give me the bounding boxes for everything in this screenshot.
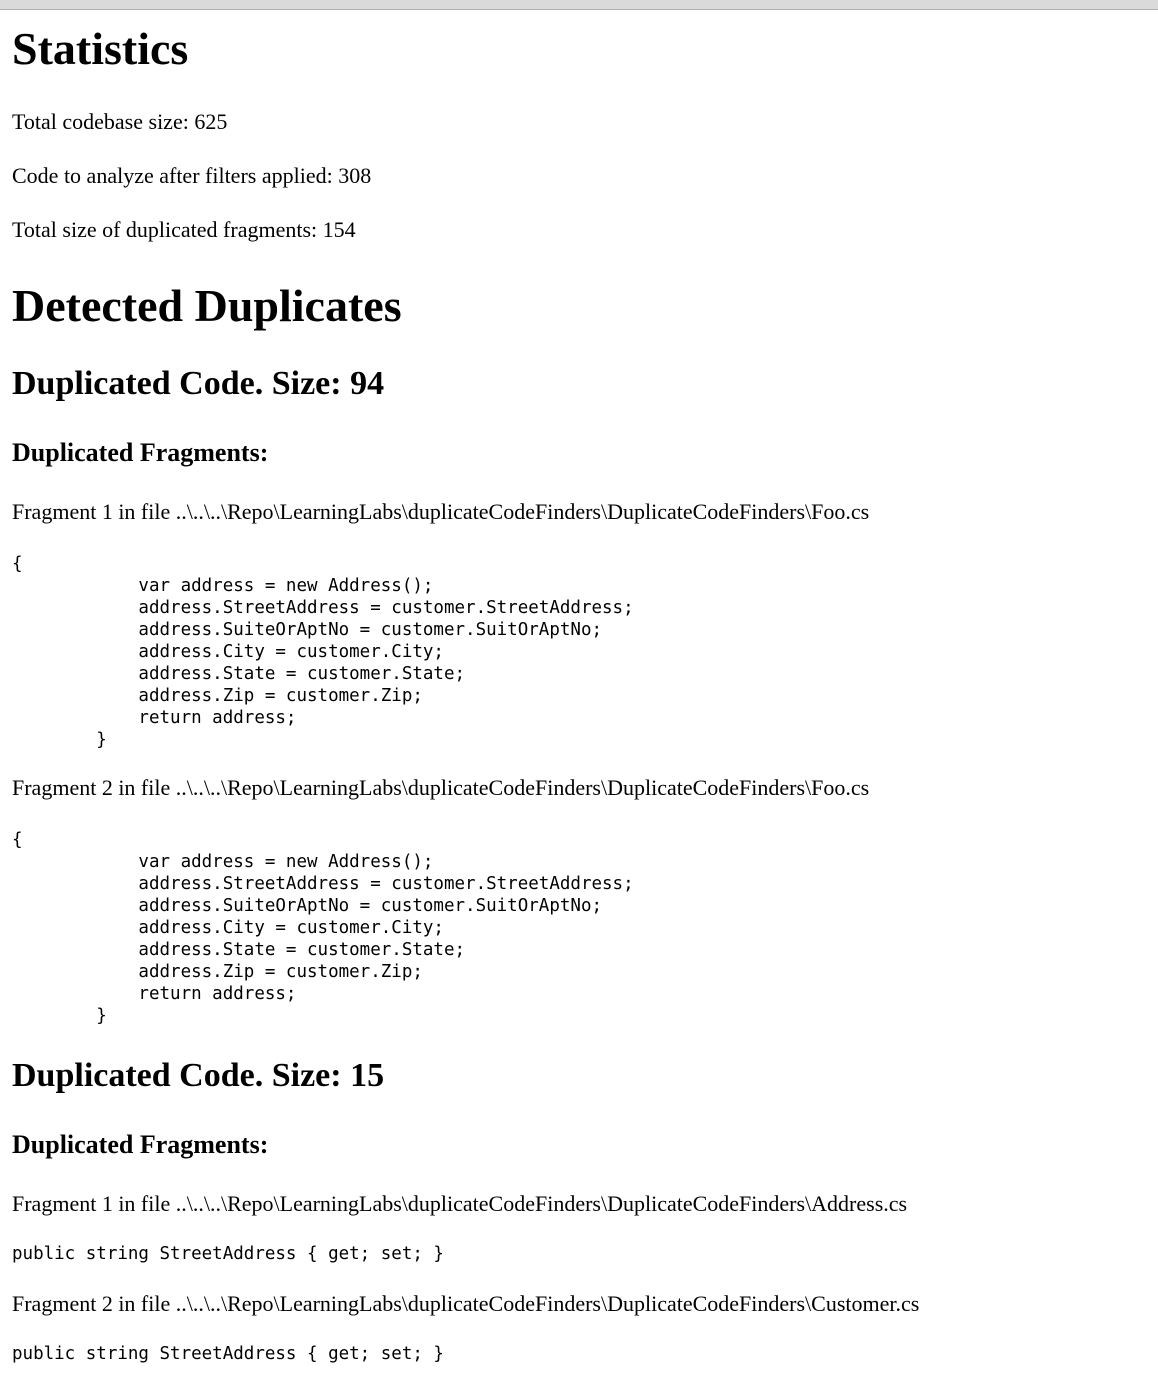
total-codebase-size: Total codebase size: 625	[12, 109, 228, 134]
duplicated-fragments-heading: Duplicated Fragments:	[12, 1130, 269, 1159]
total-duplicated-size: Total size of duplicated fragments: 154	[12, 217, 356, 242]
window-top-strip	[0, 0, 1158, 10]
detected-duplicates-heading: Detected Duplicates	[12, 280, 402, 331]
fragment-title: Fragment 1 in file ..\..\..\Repo\LearningLabs\duplicateCodeFinders\DuplicateCodeFinders\Foo.cs	[12, 499, 870, 524]
code-block: { var address = new Address(); address.StreetAddress = customer.StreetAddress; address.SuiteOrAptNo = customer.SuitOrAptNo; address.City = customer.City; address.State = customer.State; address.Zip = customer.Zip; return address; }	[12, 554, 634, 750]
code-block: { var address = new Address(); address.StreetAddress = customer.StreetAddress; address.SuiteOrAptNo = customer.SuitOrAptNo; address.City = customer.City; address.State = customer.State; address.Zip = customer.Zip; return address; }	[12, 830, 634, 1026]
duplicate-group-heading: Duplicated Code. Size: 15	[12, 1057, 385, 1094]
duplicate-group-heading: Duplicated Code. Size: 94	[12, 365, 385, 402]
code-block: public string StreetAddress { get; set; }	[12, 1244, 444, 1264]
duplicated-fragments-heading: Duplicated Fragments:	[12, 438, 269, 467]
fragment-title: Fragment 1 in file ..\..\..\Repo\LearningLabs\duplicateCodeFinders\DuplicateCodeFinders\Address.cs	[12, 1191, 908, 1216]
code-to-analyze: Code to analyze after filters applied: 308	[12, 163, 372, 188]
statistics-heading: Statistics	[12, 23, 189, 74]
fragment-title: Fragment 2 in file ..\..\..\Repo\LearningLabs\duplicateCodeFinders\DuplicateCodeFinders\Foo.cs	[12, 775, 870, 800]
fragment-title: Fragment 2 in file ..\..\..\Repo\LearningLabs\duplicateCodeFinders\DuplicateCodeFinders\Customer.cs	[12, 1291, 920, 1316]
code-block: public string StreetAddress { get; set; }	[12, 1344, 444, 1364]
